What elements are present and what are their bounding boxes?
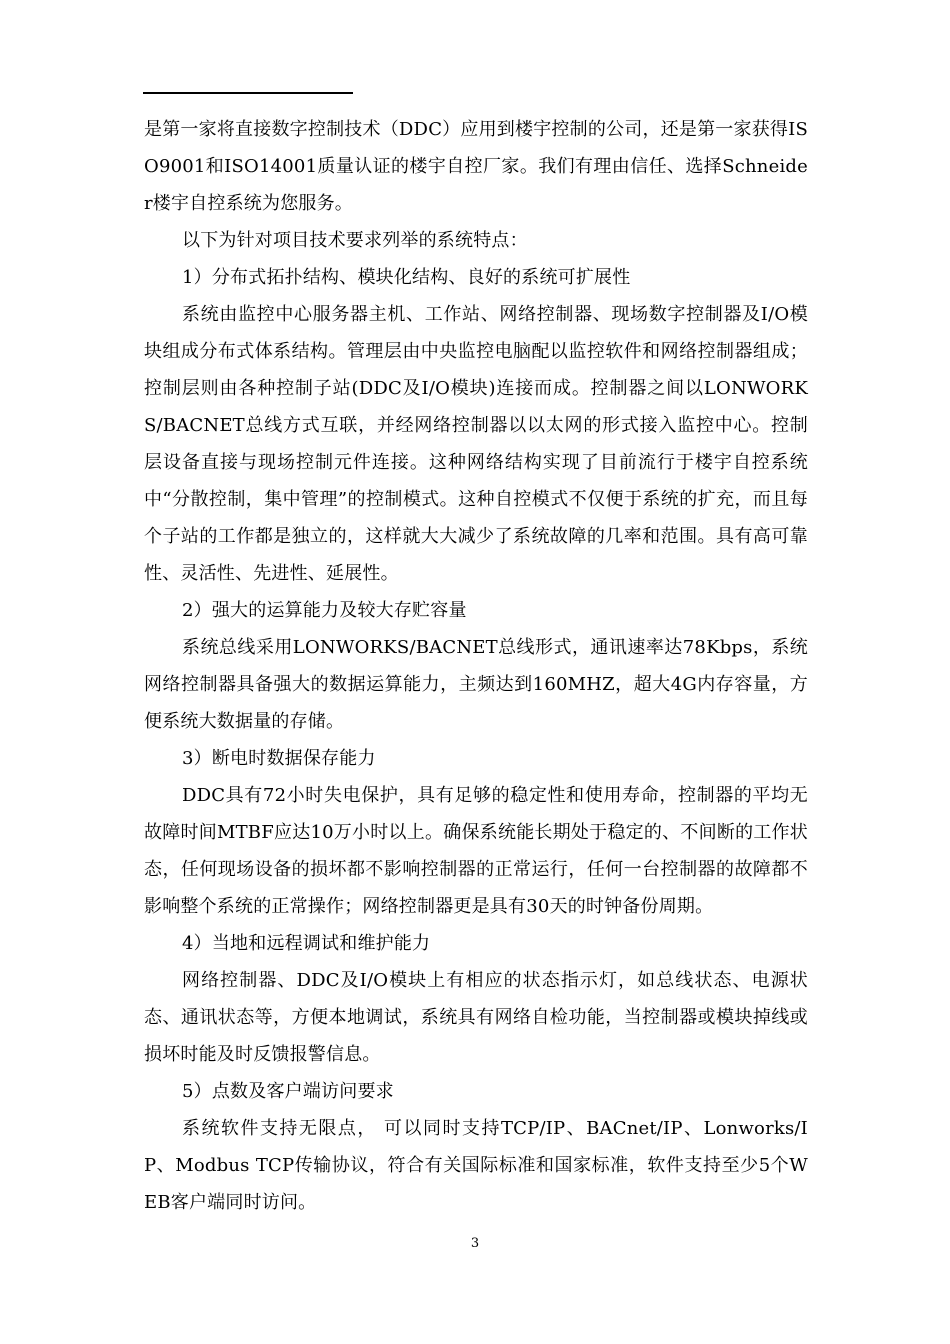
- page-number: 3: [470, 1236, 480, 1251]
- paragraph-intro: 是第一家将直接数字控制技术（DDC）应用到楼宇控制的公司，还是第一家获得ISO9001和ISO14001质量认证的楼宇自控厂家。我们有理由信任、选择Schneider楼宇自控系统为您服务。: [144, 119, 808, 214]
- heading-feature-4: 4）当地和远程调试和维护能力: [182, 933, 431, 954]
- heading-feature-3: 3）断电时数据保存能力: [182, 748, 376, 769]
- paragraph-feature-4: 网络控制器、DDC及I/O模块上有相应的状态指示灯，如总线状态、电源状态、通讯状态等，方便本地调试，系统具有网络自检功能，当控制器或模块掉线或损坏时能及时反馈报警信息。: [144, 970, 808, 1065]
- paragraph-features-lead: 以下为针对项目技术要求列举的系统特点：: [182, 230, 528, 251]
- heading-feature-1: 1）分布式拓扑结构、模块化结构、良好的系统可扩展性: [182, 267, 631, 288]
- body-text: [144, 111, 808, 1221]
- paragraph-feature-3: DDC具有72小时失电保护，具有足够的稳定性和使用寿命，控制器的平均无故障时间MTBF应达10万小时以上。确保系统能长期处于稳定的、不间断的工作状态，任何现场设备的损坏都不影响控制器的正常运行，任何一台控制器的故障都不影响整个系统的正常操作；网络控制器更是具有30天的时钟备份周期。: [144, 785, 808, 917]
- paragraph-feature-5: 系统软件支持无限点， 可以同时支持TCP/IP、BACnet/IP、Lonworks/IP、Modbus TCP传输协议，符合有关国际标准和国家标准，软件支持至少5个WEB客户端同时访问。: [144, 1118, 808, 1213]
- paragraph-feature-1: 系统由监控中心服务器主机、工作站、网络控制器、现场数字控制器及I/O模块组成分布式体系结构。管理层由中央监控电脑配以监控软件和网络控制器组成；控制层则由各种控制子站(DDC及I/O模块)连接而成。控制器之间以LONWORKS/BACNET总线方式互联，并经网络控制器以以太网的形式接入监控中心。控制层设备直接与现场控制元件连接。这种网络结构实现了目前流行于楼宇自控系统中“分散控制，集中管理”的控制模式。这种自控模式不仅便于系统的扩充，而且每个子站的工作都是独立的，这样就大大减少了系统故障的几率和范围。具有高可靠性、灵活性、先进性、延展性。: [144, 304, 808, 584]
- heading-feature-2: 2）强大的运算能力及较大存贮容量: [182, 600, 467, 621]
- heading-feature-5: 5）点数及客户端访问要求: [182, 1081, 394, 1102]
- paragraph-feature-2: 系统总线采用LONWORKS/BACNET总线形式，通讯速率达78Kbps，系统网络控制器具备强大的数据运算能力，主频达到160MHZ，超大4G内存容量，方便系统大数据量的存储。: [144, 637, 808, 732]
- header-rule: [143, 92, 353, 94]
